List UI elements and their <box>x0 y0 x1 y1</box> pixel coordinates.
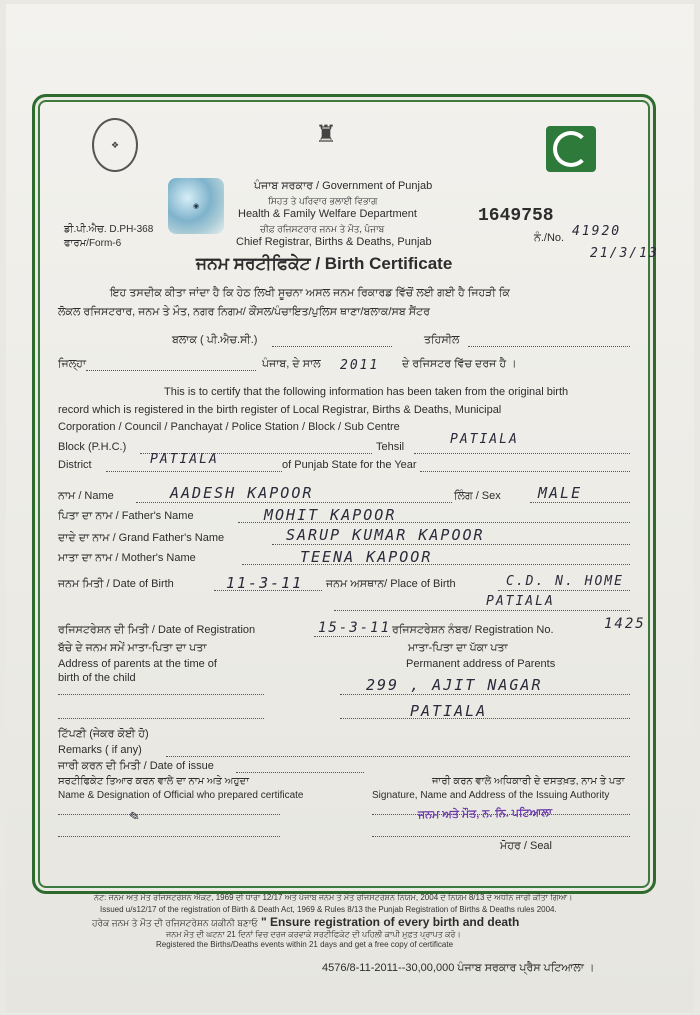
remarks-pa: ਟਿੱਪਣੀ (ਜੇਕਰ ਕੋਈ ਹੋ) <box>58 728 149 740</box>
dph-code: ਡੀ.ਪੀ.ਐਚ. D.PH-368 <box>64 224 154 235</box>
form-number: ਫਾਰਮ/Form-6 <box>64 238 122 249</box>
header-health-en: Health & Family Welfare Department <box>238 208 417 220</box>
intro-pa-district: ਜਿਲ੍ਹਾ <box>58 358 87 370</box>
name-label: ਨਾਮ / Name <box>58 490 114 502</box>
father-value: MOHIT KAPOOR <box>264 506 397 524</box>
header-dept: ਪੰਜਾਬ ਸਰਕਾਰ / Government of Punjab <box>254 180 433 192</box>
pob-label: ਜਨਮ ਅਸਥਾਨ/ Place of Birth <box>326 578 456 590</box>
tehsil-value: PATIALA <box>450 432 519 447</box>
header-registrar-en: Chief Registrar, Births & Deaths, Punjab <box>236 236 432 248</box>
footer-ensure: ਹਰੇਕ ਜਨਮ ਤੇ ਮੌਤ ਦੀ ਰਜਿਸਟਰੇਸ਼ਨ ਯਕੀਨੀ ਬਣਾਓ " Ensure registration of every birth and death <box>92 915 520 929</box>
intro-pa-year-suffix: ਦੇ ਰਜਿਸਟਰ ਵਿੱਚ ਦਰਜ ਹੈ । <box>402 358 517 370</box>
dob-value: 11-3-11 <box>226 574 304 592</box>
footer-days-en: Registered the Births/Deaths events within 21 days and get a free copy of certificate <box>156 940 454 949</box>
pob-value-line2: PATIALA <box>486 594 555 609</box>
footer-note-pa: ਨੋਟ: ਜਨਮ ਅਤੇ ਮੌਤ ਰਜਿਸਟਰੇਸ਼ਨ ਐਕਟ, 1969 ਦੀ ਧਾਰਾ 12/17 ਅਤੇ ਪੰਜਾਬ ਜਨਮ ਤੇ ਮੌਤ ਰਜਿਸਟਰੇਸ਼ਨ ਨਿਯਮ, 2004 ਦੇ ਨਿਯਮ 8/13 ਦੇ ਅਧੀਨ ਜਾਰੀ ਕੀਤਾ ਗਿਆ। <box>94 893 573 902</box>
registrar-stamp: ਜਨਮ ਅਤੇ ਮੌਤ, ਨ. ਨਿ. ਪਟਿਆਲਾ <box>417 806 553 822</box>
addr-perm-value2: PATIALA <box>410 702 488 720</box>
intro-pa-line2: ਲੋਕਲ ਰਜਿਸਟਰਾਰ, ਜਨਮ ਤੇ ਮੌਤ, ਨਗਰ ਨਿਗਮ/ ਕੌਂਸਲ/ਪੰਚਾਇਤ/ਪੁਲਿਸ ਥਾਣਾ/ਬਲਾਕ/ਸਬ ਸੈਂਟਰ <box>58 306 430 318</box>
sex-label: ਲਿੰਗ / Sex <box>454 490 501 502</box>
addr-perm-en: Permanent address of Parents <box>406 658 556 670</box>
issue-date-label: ਜਾਰੀ ਕਰਨ ਦੀ ਮਿਤੀ / Date of issue <box>58 760 214 772</box>
seal-label: ਮੋਹਰ / Seal <box>500 840 552 852</box>
district-value: PATIALA <box>150 452 219 467</box>
dor-label: ਰਜਿਸਟਰੇਸ਼ਨ ਦੀ ਮਿਤੀ / Date of Registration <box>58 624 256 636</box>
intro-en-line1: This is to certify that the following information has been taken from the original birth <box>164 386 569 398</box>
cert-date-value: 21/3/13 <box>590 246 659 261</box>
intro-pa-year-prefix: ਪੰਜਾਬ, ਦੇ ਸਾਲ <box>262 358 321 370</box>
national-emblem-icon: ♜ <box>315 120 337 148</box>
addr-birth-en2: birth of the child <box>58 672 136 684</box>
grandfather-label: ਦਾਦੇ ਦਾ ਨਾਮ / Grand Father's Name <box>58 532 225 544</box>
addr-birth-pa: ਬੱਚੇ ਦੇ ਜਨਮ ਸਮੇਂ ਮਾਤਾ-ਪਿਤਾ ਦਾ ਪਤਾ <box>58 642 207 654</box>
mother-value: TEENA KAPOOR <box>300 548 433 566</box>
intro-pa-block: ਬਲਾਕ ( ਪੀ.ਐਚ.ਸੀ.) <box>172 334 258 346</box>
serial-number: 1649758 <box>478 206 554 226</box>
mother-label: ਮਾਤਾ ਦਾ ਨਾਮ / Mother's Name <box>58 552 196 564</box>
cert-number-value: 41920 <box>572 224 622 239</box>
intro-en-state: of Punjab State for the Year <box>282 459 417 471</box>
dor-value: 15-3-11 <box>318 620 392 636</box>
addr-perm-pa: ਮਾਤਾ-ਪਿਤਾ ਦਾ ਪੱਕਾ ਪਤਾ <box>408 642 508 654</box>
preparer-en: Name & Designation of Official who prepared certificate <box>58 790 304 801</box>
header-registrar-pa: ਚੀਫ਼ ਰਜਿਸਟਰਾਰ ਜਨਮ ਤੇ ਮੌਤ, ਪੰਜਾਬ <box>260 224 385 234</box>
header-health-pa: ਸਿਹਤ ਤੇ ਪਰਿਵਾਰ ਭਲਾਈ ਵਿਭਾਗ <box>268 196 378 206</box>
addr-perm-value1: 299 , AJIT NAGAR <box>366 676 543 694</box>
regno-value: 1425 <box>604 616 646 632</box>
certificate-title: ਜਨਮ ਸਰਟੀਫਿਕੇਟ / Birth Certificate <box>196 254 453 273</box>
year-value: 2011 <box>340 358 380 373</box>
preparer-signature: ✎ <box>125 804 143 827</box>
regno-label: ਰਜਿਸਟਰੇਸ਼ਨ ਨੰਬਰ/ Registration No. <box>392 624 554 636</box>
intro-en-line3: Corporation / Council / Panchayat / Police Station / Block / Sub Centre <box>58 421 400 433</box>
addr-birth-en1: Address of parents at the time of <box>58 658 217 670</box>
hologram-icon: ◉ <box>168 178 224 234</box>
intro-pa-tehsil: ਤਹਿਸੀਲ <box>424 334 460 346</box>
father-label: ਪਿਤਾ ਦਾ ਨਾਮ / Father's Name <box>58 510 194 522</box>
authority-pa: ਜਾਰੀ ਕਰਨ ਵਾਲੇ ਅਧਿਕਾਰੀ ਦੇ ਦਸਤਖ਼ਤ, ਨਾਮ ਤੇ ਪਤਾ <box>432 776 625 787</box>
footer-days-pa: ਜਨਮ ਮੌਤ ਦੀ ਘਟਨਾ 21 ਦਿਨਾਂ ਵਿਚ ਦਰਜ ਕਰਵਾਕੇ ਸਰਟੀਫਿਕੇਟ ਦੀ ਪਹਿਲੀ ਕਾਪੀ ਮੁਫ਼ਤ ਪ੍ਰਾਪਤ ਕਰੋ। <box>166 930 461 939</box>
intro-pa-line1: ਇਹ ਤਸਦੀਕ ਕੀਤਾ ਜਾਂਦਾ ਹੈ ਕਿ ਹੇਠ ਲਿਖੀ ਸੂਚਨਾ ਅਸਲ ਜਨਮ ਰਿਕਾਰਡ ਵਿੱਚੋਂ ਲਈ ਗਈ ਹੈ ਜਿਹੜੀ ਕਿ <box>110 287 510 299</box>
name-value: AADESH KAPOOR <box>170 484 314 502</box>
preparer-pa: ਸਰਟੀਫਿਕੇਟ ਤਿਆਰ ਕਰਨ ਵਾਲੇ ਦਾ ਨਾਮ ਅਤੇ ਅਹੁਦਾ <box>58 776 249 787</box>
pob-value: C.D. N. HOME <box>506 574 624 589</box>
footer-print-line: 4576/8-11-2011--30,00,000 ਪੰਜਾਬ ਸਰਕਾਰ ਪ੍ਰੈਸ ਪਟਿਆਲਾ । <box>322 962 595 974</box>
dob-label: ਜਨਮ ਮਿਤੀ / Date of Birth <box>58 578 174 590</box>
punjab-emblem-icon: ❖ <box>92 118 138 172</box>
health-logo-icon <box>546 126 596 172</box>
intro-en-block: Block (P.H.C.) <box>58 441 127 453</box>
intro-en-district: District <box>58 459 92 471</box>
footer-note-en: Issued u/s12/17 of the registration of Birth & Death Act, 1969 & Rules 8/13 the Punjab Registration of Births & Deaths rules 2004. <box>100 905 557 914</box>
intro-en-line2: record which is registered in the birth register of Local Registrar, Births & Deaths, Municipal <box>58 404 502 416</box>
intro-en-tehsil: Tehsil <box>376 441 405 453</box>
authority-en: Signature, Name and Address of the Issuing Authority <box>372 790 610 801</box>
sex-value: MALE <box>538 484 583 502</box>
grandfather-value: SARUP KUMAR KAPOOR <box>286 526 485 544</box>
cert-number-label: ਨੰ./No. <box>534 232 565 244</box>
remarks-en: Remarks ( if any) <box>58 744 142 756</box>
